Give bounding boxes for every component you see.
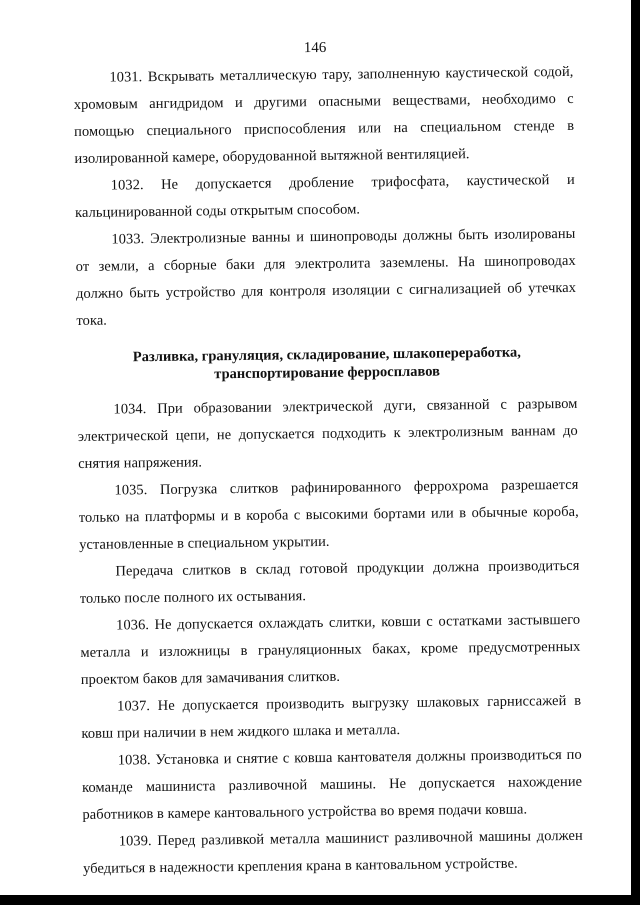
section-heading-line-1: Разливка, грануляция, складирование, шлакопереработка, xyxy=(132,344,521,366)
paragraph-1034: 1034. При образовании электрической дуги, связанной с разрывом электрической цепи, не допускается подходить к электролизным ваннам до снятия напряжения. xyxy=(77,395,578,472)
paragraph-1039: 1039. Перед разливкой металла машинист разливочной машины должен убедиться в надежности крепления крана в кантовальном устройстве. xyxy=(83,827,583,877)
paragraph-1036: 1036. Не допускается охлаждать слитки, ковши с остатками застывшего металла и изложницы в грануляционных баках, кроме предусмотренных проектом баков для замачивания слитков. xyxy=(80,611,581,688)
document-body xyxy=(73,59,583,883)
section-heading-line-2: транспортирование ферросплавов xyxy=(214,363,440,383)
paragraph-1031: 1031. Вскрывать металлическую тару, заполненную каустической содой, хромовым ангидридом и другими опасными веществами, необходимо с помощью специального приспособления или на специальном стенде в изолированной камере, оборудованной вытяжной вентиляцией. xyxy=(73,63,575,167)
scan-edge-right xyxy=(631,0,640,905)
scan-edge-bottom xyxy=(0,895,640,905)
paragraph-1033: 1033. Электролизные ванны и шинопроводы должны быть изолированы от земли, а сборные баки для электролита заземлены. На шинопроводах должно быть устройство для контроля изоляции с сигнализацией об утечках тока. xyxy=(75,225,577,329)
paragraph-1032: 1032. Не допускается дробление трифосфата, каустической и кальцинированной соды открытым способом. xyxy=(74,171,575,221)
paragraph-1038: 1038. Установка и снятие с ковша кантователя должны производиться по команде машиниста разливочной машины. Не допускается нахождение работников в камере кантовального устройства во время подачи ковша. xyxy=(82,746,583,823)
page-number: 146 xyxy=(303,39,327,57)
paragraph-1035-continued: Передача слитков в склад готовой продукции должна производиться только после полного их остывания. xyxy=(79,557,580,607)
section-heading xyxy=(77,343,577,385)
paragraph-1035: 1035. Погрузка слитков рафинированного феррохрома разрешается только на платформы и в короба с высокими бортами или в обычные короба, установленные в специальном укрытии. xyxy=(78,476,579,553)
paragraph-1037: 1037. Не допускается производить выгрузку шлаковых гарниссажей в ковш при наличии в нем жидкого шлака и металла. xyxy=(81,692,582,742)
